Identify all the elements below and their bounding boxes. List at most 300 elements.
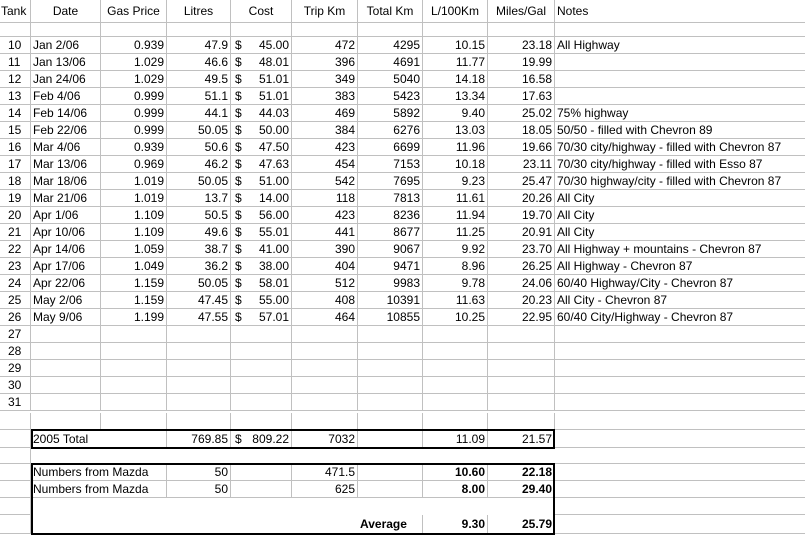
notes-cell[interactable]: 60/40 Highway/City - Chevron 87: [555, 275, 805, 292]
tank-cell[interactable]: 24: [0, 275, 31, 292]
date-cell[interactable]: May 9/06: [31, 309, 101, 326]
blank-cell[interactable]: [231, 23, 292, 37]
l100km-cell[interactable]: 9.78: [423, 275, 488, 292]
blank-cell[interactable]: [231, 413, 292, 430]
total-km-cell[interactable]: [358, 377, 423, 394]
cost-cell[interactable]: [231, 241, 292, 258]
trip-km-cell[interactable]: 384: [292, 122, 358, 139]
total-km-cell[interactable]: [358, 394, 423, 411]
gas-price-cell[interactable]: [101, 326, 167, 343]
header-litres[interactable]: Litres: [167, 0, 231, 23]
date-cell[interactable]: Feb 14/06: [31, 105, 101, 122]
total-km-cell[interactable]: 9471: [358, 258, 423, 275]
notes-cell[interactable]: [555, 360, 805, 377]
cost-cell[interactable]: [231, 394, 292, 411]
date-cell[interactable]: Mar 13/06: [31, 156, 101, 173]
trip-km-cell[interactable]: 469: [292, 105, 358, 122]
date-cell[interactable]: [31, 377, 101, 394]
header-l100km[interactable]: L/100Km: [423, 0, 488, 23]
mpg-cell[interactable]: 16.58: [488, 71, 555, 88]
litres-cell[interactable]: 50.05: [167, 173, 231, 190]
mpg-cell[interactable]: 19.99: [488, 54, 555, 71]
gas-price-cell[interactable]: 1.159: [101, 275, 167, 292]
date-cell[interactable]: [31, 360, 101, 377]
notes-cell[interactable]: 70/30 highway/city - filled with Chevron 87: [555, 173, 805, 190]
notes-cell[interactable]: All Highway - Chevron 87: [555, 258, 805, 275]
blank-cell[interactable]: [292, 23, 358, 37]
litres-cell[interactable]: 49.5: [167, 71, 231, 88]
mpg-cell[interactable]: [488, 326, 555, 343]
tank-cell[interactable]: 26: [0, 309, 31, 326]
trip-km-cell[interactable]: 464: [292, 309, 358, 326]
trip-km-cell[interactable]: [292, 394, 358, 411]
total-km-cell[interactable]: [358, 343, 423, 360]
date-cell[interactable]: Mar 21/06: [31, 190, 101, 207]
total-km-cell[interactable]: 8236: [358, 207, 423, 224]
table-row: [0, 88, 805, 105]
total-km-cell[interactable]: 7153: [358, 156, 423, 173]
gas-price-cell[interactable]: 0.939: [101, 37, 167, 54]
trip-km-cell[interactable]: 423: [292, 139, 358, 156]
currency-symbol: $: [235, 225, 242, 239]
total-l100[interactable]: 11.09: [423, 430, 488, 448]
blank-cell[interactable]: [167, 413, 231, 430]
tank-cell[interactable]: 13: [0, 88, 31, 105]
total-km-cell[interactable]: 5040: [358, 71, 423, 88]
blank-cell[interactable]: [555, 448, 805, 464]
table-row: [0, 309, 805, 326]
tank-cell[interactable]: 31: [0, 394, 31, 411]
date-cell[interactable]: Apr 14/06: [31, 241, 101, 258]
blank-cell[interactable]: [0, 515, 31, 534]
mazda-mpg[interactable]: 22.18: [488, 464, 555, 481]
gas-price-cell[interactable]: 1.049: [101, 258, 167, 275]
l100km-cell[interactable]: 9.40: [423, 105, 488, 122]
gas-price-cell[interactable]: 1.159: [101, 292, 167, 309]
blank-row: [0, 448, 805, 464]
trip-km-cell[interactable]: 383: [292, 88, 358, 105]
blank-cell[interactable]: [0, 413, 31, 430]
total-km-cell[interactable]: 9983: [358, 275, 423, 292]
litres-cell[interactable]: 50.05: [167, 275, 231, 292]
trip-km-cell[interactable]: [292, 360, 358, 377]
trip-km-cell[interactable]: [292, 377, 358, 394]
notes-cell[interactable]: All City: [555, 190, 805, 207]
blank-cell[interactable]: [488, 23, 555, 37]
gas-price-cell[interactable]: 1.019: [101, 173, 167, 190]
total-km-cell[interactable]: [358, 326, 423, 343]
date-cell[interactable]: Jan 13/06: [31, 54, 101, 71]
gas-price-cell[interactable]: [101, 394, 167, 411]
cost-cell[interactable]: [231, 71, 292, 88]
tank-cell[interactable]: 11: [0, 54, 31, 71]
l100km-cell[interactable]: 11.94: [423, 207, 488, 224]
header-date[interactable]: Date: [31, 0, 101, 23]
table-row: [0, 377, 805, 394]
tank-cell[interactable]: 16: [0, 139, 31, 156]
date-cell[interactable]: Apr 10/06: [31, 224, 101, 241]
blank-cell[interactable]: [555, 430, 805, 448]
blank-cell[interactable]: [555, 481, 805, 498]
gas-price-cell[interactable]: 0.939: [101, 139, 167, 156]
blank-cell[interactable]: [31, 413, 101, 430]
cost-cell[interactable]: [231, 54, 292, 71]
total-km-cell[interactable]: 8677: [358, 224, 423, 241]
litres-cell[interactable]: 51.1: [167, 88, 231, 105]
blank-cell[interactable]: [555, 515, 805, 534]
header-mpg[interactable]: Miles/Gal: [488, 0, 555, 23]
litres-cell[interactable]: 38.7: [167, 241, 231, 258]
mpg-cell[interactable]: 19.70: [488, 207, 555, 224]
blank-cell[interactable]: [555, 498, 805, 515]
l100km-cell[interactable]: 11.61: [423, 190, 488, 207]
total-litres[interactable]: 769.85: [167, 430, 231, 448]
tank-cell[interactable]: 30: [0, 377, 31, 394]
date-cell[interactable]: Apr 1/06: [31, 207, 101, 224]
blank-cell[interactable]: [358, 413, 423, 430]
cost-cell[interactable]: [231, 207, 292, 224]
l100km-cell[interactable]: [423, 360, 488, 377]
header-trip-km[interactable]: Trip Km: [292, 0, 358, 23]
litres-cell[interactable]: 47.45: [167, 292, 231, 309]
cost-cell[interactable]: [231, 377, 292, 394]
tank-cell[interactable]: 19: [0, 190, 31, 207]
l100km-cell[interactable]: [423, 343, 488, 360]
notes-cell[interactable]: [555, 377, 805, 394]
mazda-mpg[interactable]: 29.40: [488, 481, 555, 498]
notes-cell[interactable]: [555, 54, 805, 71]
gas-price-cell[interactable]: 1.029: [101, 54, 167, 71]
blank-cell[interactable]: [555, 23, 805, 37]
mpg-cell[interactable]: [488, 377, 555, 394]
cost-cell[interactable]: [231, 309, 292, 326]
trip-km-cell[interactable]: 512: [292, 275, 358, 292]
notes-cell[interactable]: 70/30 city/highway - filled with Chevron 87: [555, 139, 805, 156]
tank-cell[interactable]: 17: [0, 156, 31, 173]
litres-cell[interactable]: [167, 343, 231, 360]
gas-price-cell[interactable]: [101, 343, 167, 360]
l100km-cell[interactable]: 11.96: [423, 139, 488, 156]
notes-cell[interactable]: [555, 71, 805, 88]
date-cell[interactable]: Apr 22/06: [31, 275, 101, 292]
l100km-cell[interactable]: [423, 394, 488, 411]
date-cell[interactable]: [31, 394, 101, 411]
notes-cell[interactable]: 75% highway: [555, 105, 805, 122]
mpg-cell[interactable]: 20.23: [488, 292, 555, 309]
date-cell[interactable]: May 2/06: [31, 292, 101, 309]
notes-cell[interactable]: 50/50 - filled with Chevron 89: [555, 122, 805, 139]
tank-cell[interactable]: 22: [0, 241, 31, 258]
l100km-cell[interactable]: 10.15: [423, 37, 488, 54]
date-cell[interactable]: Feb 22/06: [31, 122, 101, 139]
cost-cell[interactable]: [231, 88, 292, 105]
average-label[interactable]: Average: [358, 515, 423, 534]
litres-cell[interactable]: [167, 394, 231, 411]
litres-cell[interactable]: 50.6: [167, 139, 231, 156]
notes-cell[interactable]: [555, 343, 805, 360]
gas-price-cell[interactable]: 1.109: [101, 224, 167, 241]
l100km-cell[interactable]: 10.18: [423, 156, 488, 173]
mpg-cell[interactable]: 20.26: [488, 190, 555, 207]
litres-cell[interactable]: 47.9: [167, 37, 231, 54]
trip-km-cell[interactable]: [292, 326, 358, 343]
date-cell[interactable]: Mar 4/06: [31, 139, 101, 156]
mazda-trip[interactable]: 471.5: [292, 464, 358, 481]
cost-cell[interactable]: [231, 173, 292, 190]
blank-cell[interactable]: [358, 481, 423, 498]
blank-cell[interactable]: [0, 464, 31, 481]
blank-cell[interactable]: [423, 23, 488, 37]
table-row: [0, 105, 805, 122]
mpg-cell[interactable]: 20.91: [488, 224, 555, 241]
notes-cell[interactable]: [555, 326, 805, 343]
l100km-cell[interactable]: 14.18: [423, 71, 488, 88]
mpg-cell[interactable]: 24.06: [488, 275, 555, 292]
tank-cell[interactable]: 10: [0, 37, 31, 54]
cost-cell[interactable]: [231, 190, 292, 207]
trip-km-cell[interactable]: 408: [292, 292, 358, 309]
trip-km-cell[interactable]: 349: [292, 71, 358, 88]
litres-cell[interactable]: 44.1: [167, 105, 231, 122]
blank-cell[interactable]: [358, 430, 423, 448]
notes-cell[interactable]: [555, 88, 805, 105]
total-km-cell[interactable]: 6276: [358, 122, 423, 139]
total-km-cell[interactable]: 6699: [358, 139, 423, 156]
mazda-l100[interactable]: 8.00: [423, 481, 488, 498]
date-cell[interactable]: Jan 2/06: [31, 37, 101, 54]
gas-price-cell[interactable]: 0.999: [101, 122, 167, 139]
cost-cell[interactable]: [231, 360, 292, 377]
blank-cell[interactable]: [31, 23, 101, 37]
date-cell[interactable]: [31, 343, 101, 360]
trip-km-cell[interactable]: 396: [292, 54, 358, 71]
total-km-cell[interactable]: 5892: [358, 105, 423, 122]
total-trip[interactable]: 7032: [292, 430, 358, 448]
mazda-litres[interactable]: 50: [167, 464, 231, 481]
gas-price-cell[interactable]: 1.199: [101, 309, 167, 326]
header-cost[interactable]: Cost: [231, 0, 292, 23]
cost-value: 51.00: [258, 174, 289, 188]
trip-km-cell[interactable]: 472: [292, 37, 358, 54]
gas-price-cell[interactable]: 1.019: [101, 190, 167, 207]
cost-cell[interactable]: [231, 156, 292, 173]
l100km-cell[interactable]: 11.25: [423, 224, 488, 241]
cost-cell[interactable]: [231, 37, 292, 54]
blank-cell[interactable]: [0, 481, 31, 498]
cost-value: 55.01: [258, 225, 289, 239]
litres-cell[interactable]: [167, 377, 231, 394]
l100km-cell[interactable]: 13.03: [423, 122, 488, 139]
notes-cell[interactable]: [555, 394, 805, 411]
tank-cell[interactable]: 18: [0, 173, 31, 190]
tank-cell[interactable]: 14: [0, 105, 31, 122]
date-cell[interactable]: [31, 326, 101, 343]
blank-cell[interactable]: [555, 464, 805, 481]
mpg-cell[interactable]: [488, 343, 555, 360]
total-km-cell[interactable]: 10391: [358, 292, 423, 309]
l100km-cell[interactable]: 13.34: [423, 88, 488, 105]
cost-value: 47.63: [258, 157, 289, 171]
average-mpg[interactable]: 25.79: [488, 515, 555, 534]
total-km-cell[interactable]: 5423: [358, 88, 423, 105]
gas-price-cell[interactable]: [101, 377, 167, 394]
l100km-cell[interactable]: 10.25: [423, 309, 488, 326]
gas-price-cell[interactable]: 1.059: [101, 241, 167, 258]
gas-price-cell[interactable]: 1.109: [101, 207, 167, 224]
total-km-cell[interactable]: 7695: [358, 173, 423, 190]
l100km-cell[interactable]: [423, 326, 488, 343]
trip-km-cell[interactable]: 118: [292, 190, 358, 207]
blank-cell[interactable]: [0, 430, 31, 448]
tank-cell[interactable]: 21: [0, 224, 31, 241]
mpg-cell[interactable]: 18.05: [488, 122, 555, 139]
blank-cell[interactable]: [423, 413, 488, 430]
cost-value: 44.03: [258, 106, 289, 120]
l100km-cell[interactable]: [423, 377, 488, 394]
tank-cell[interactable]: 12: [0, 71, 31, 88]
mazda-trip[interactable]: 625: [292, 481, 358, 498]
litres-cell[interactable]: 49.6: [167, 224, 231, 241]
tank-cell[interactable]: 23: [0, 258, 31, 275]
blank-cell[interactable]: [358, 464, 423, 481]
blank-cell[interactable]: [101, 413, 167, 430]
l100km-cell[interactable]: 11.77: [423, 54, 488, 71]
blank-cell[interactable]: [292, 413, 358, 430]
gas-price-cell[interactable]: 0.999: [101, 105, 167, 122]
mpg-cell[interactable]: [488, 394, 555, 411]
trip-km-cell[interactable]: 423: [292, 207, 358, 224]
tank-cell[interactable]: 29: [0, 360, 31, 377]
trip-km-cell[interactable]: [292, 343, 358, 360]
cost-cell[interactable]: [231, 326, 292, 343]
cost-cell[interactable]: [231, 122, 292, 139]
total-cost[interactable]: [231, 430, 292, 448]
tank-cell[interactable]: 20: [0, 207, 31, 224]
l100km-cell[interactable]: 9.23: [423, 173, 488, 190]
trip-km-cell[interactable]: 390: [292, 241, 358, 258]
average-l100[interactable]: 9.30: [423, 515, 488, 534]
litres-cell[interactable]: 36.2: [167, 258, 231, 275]
blank-cell[interactable]: [488, 413, 555, 430]
total-km-cell[interactable]: 10855: [358, 309, 423, 326]
currency-symbol: $: [235, 432, 242, 446]
trip-km-cell[interactable]: 454: [292, 156, 358, 173]
cost-cell[interactable]: [231, 258, 292, 275]
litres-cell[interactable]: 46.6: [167, 54, 231, 71]
gas-price-cell[interactable]: 0.999: [101, 88, 167, 105]
gas-price-cell[interactable]: 0.969: [101, 156, 167, 173]
tank-cell[interactable]: 25: [0, 292, 31, 309]
mazda-l100[interactable]: 10.60: [423, 464, 488, 481]
mpg-cell[interactable]: 26.25: [488, 258, 555, 275]
date-cell[interactable]: Feb 4/06: [31, 88, 101, 105]
gas-price-cell[interactable]: 1.029: [101, 71, 167, 88]
mpg-cell[interactable]: 17.63: [488, 88, 555, 105]
mpg-cell[interactable]: 25.02: [488, 105, 555, 122]
litres-cell[interactable]: 46.2: [167, 156, 231, 173]
blank-cell[interactable]: [0, 498, 31, 515]
date-cell[interactable]: Apr 17/06: [31, 258, 101, 275]
mpg-cell[interactable]: 23.70: [488, 241, 555, 258]
l100km-cell[interactable]: 8.96: [423, 258, 488, 275]
total-km-cell[interactable]: 4691: [358, 54, 423, 71]
mazda-label[interactable]: Numbers from Mazda: [31, 464, 167, 481]
cost-cell[interactable]: [231, 343, 292, 360]
notes-cell[interactable]: All City: [555, 207, 805, 224]
blank-cell[interactable]: [101, 23, 167, 37]
notes-cell[interactable]: 70/30 city/highway - filled with Esso 87: [555, 156, 805, 173]
total-km-cell[interactable]: [358, 360, 423, 377]
litres-cell[interactable]: [167, 360, 231, 377]
header-tank[interactable]: Tank: [0, 0, 31, 23]
notes-cell[interactable]: All Highway: [555, 37, 805, 54]
blank-cell[interactable]: [0, 23, 31, 37]
cost-cell[interactable]: [231, 139, 292, 156]
currency-symbol: $: [235, 89, 242, 103]
header-total-km[interactable]: Total Km: [358, 0, 423, 23]
mpg-cell[interactable]: [488, 360, 555, 377]
blank-cell[interactable]: [231, 464, 292, 481]
blank-cell[interactable]: [555, 413, 805, 430]
header-notes[interactable]: Notes: [555, 0, 805, 23]
total-label[interactable]: 2005 Total: [31, 430, 167, 448]
total-km-cell[interactable]: 7813: [358, 190, 423, 207]
cost-cell[interactable]: [231, 105, 292, 122]
mazda-label[interactable]: Numbers from Mazda: [31, 481, 167, 498]
trip-km-cell[interactable]: 404: [292, 258, 358, 275]
litres-cell[interactable]: 50.5: [167, 207, 231, 224]
trip-km-cell[interactable]: 441: [292, 224, 358, 241]
mpg-cell[interactable]: 22.95: [488, 309, 555, 326]
notes-cell[interactable]: 60/40 City/Highway - Chevron 87: [555, 309, 805, 326]
blank-cell[interactable]: [358, 23, 423, 37]
gas-price-cell[interactable]: [101, 360, 167, 377]
litres-cell[interactable]: 50.05: [167, 122, 231, 139]
trip-km-cell[interactable]: 542: [292, 173, 358, 190]
mpg-cell[interactable]: 23.18: [488, 37, 555, 54]
tank-cell[interactable]: 27: [0, 326, 31, 343]
header-gas-price[interactable]: Gas Price: [101, 0, 167, 23]
litres-cell[interactable]: 13.7: [167, 190, 231, 207]
cost-cell[interactable]: [231, 292, 292, 309]
litres-cell[interactable]: [167, 326, 231, 343]
mpg-cell[interactable]: 23.11: [488, 156, 555, 173]
notes-cell[interactable]: All City - Chevron 87: [555, 292, 805, 309]
total-km-cell[interactable]: 9067: [358, 241, 423, 258]
mpg-cell[interactable]: 19.66: [488, 139, 555, 156]
tank-cell[interactable]: 28: [0, 343, 31, 360]
currency-symbol: $: [235, 259, 242, 273]
notes-cell[interactable]: All City: [555, 224, 805, 241]
mazda-litres[interactable]: 50: [167, 481, 231, 498]
mpg-cell[interactable]: 25.47: [488, 173, 555, 190]
blank-cell[interactable]: [167, 23, 231, 37]
l100km-cell[interactable]: 9.92: [423, 241, 488, 258]
currency-symbol: $: [235, 55, 242, 69]
cost-cell[interactable]: [231, 224, 292, 241]
litres-cell[interactable]: 47.55: [167, 309, 231, 326]
blank-cell[interactable]: [231, 481, 292, 498]
tank-cell[interactable]: 15: [0, 122, 31, 139]
total-mpg[interactable]: 21.57: [488, 430, 555, 448]
date-cell[interactable]: Jan 24/06: [31, 71, 101, 88]
l100km-cell[interactable]: 11.63: [423, 292, 488, 309]
cost-cell[interactable]: [231, 275, 292, 292]
blank-cell[interactable]: [0, 448, 31, 464]
total-km-cell[interactable]: 4295: [358, 37, 423, 54]
date-cell[interactable]: Mar 18/06: [31, 173, 101, 190]
notes-cell[interactable]: All Highway + mountains - Chevron 87: [555, 241, 805, 258]
